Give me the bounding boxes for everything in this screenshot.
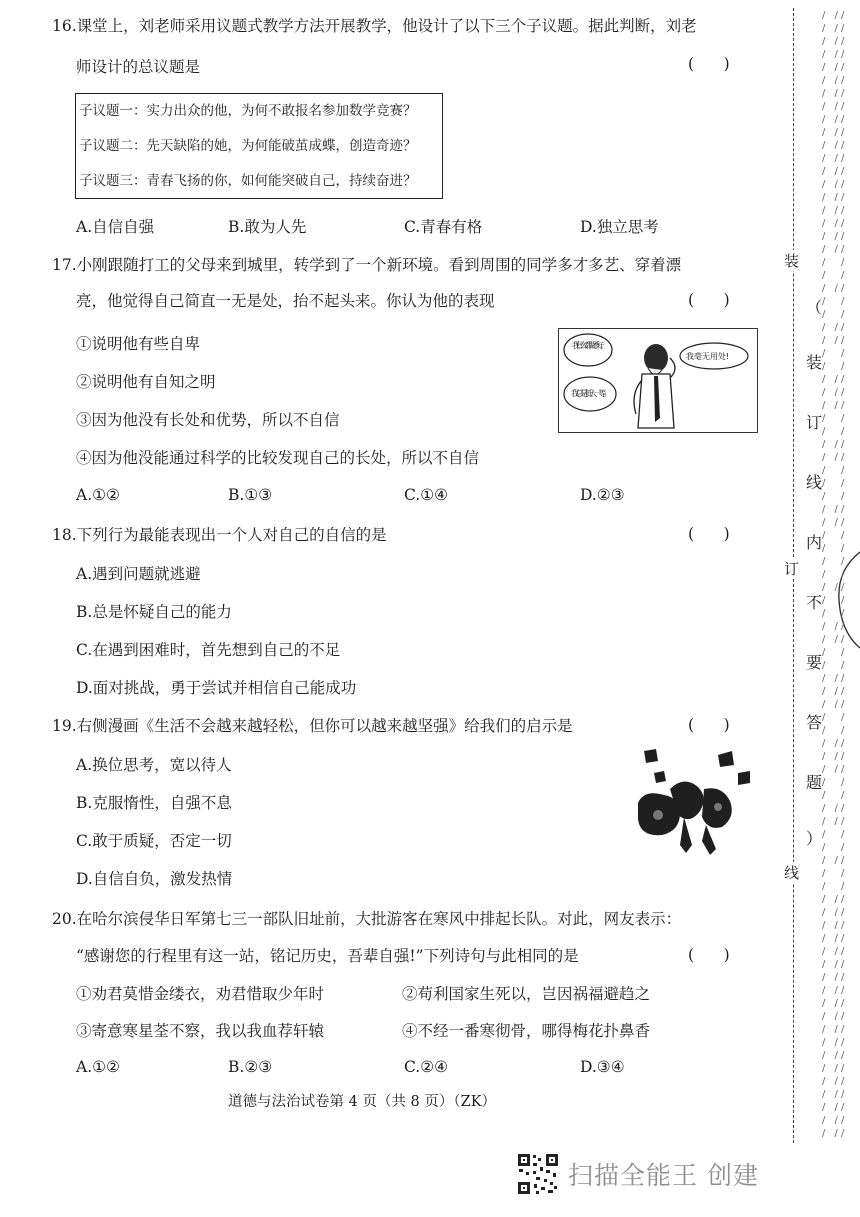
margin-slash-mark: / / [822,400,841,411]
margin-outer-ding: 订 [784,560,800,578]
margin-slash-mark: / [841,478,848,489]
margin-slash-mark: / / [822,1089,841,1100]
margin-slash-mark: / [822,842,829,853]
margin-char-ding: 订 [806,413,823,432]
margin-slash-mark: / [841,634,848,645]
margin-slash-mark: / / [822,621,841,632]
margin-slash-mark: / [841,933,848,944]
margin-slash-mark: / / [822,452,841,463]
margin-slash-mark: / [841,959,848,970]
q16-subtopic-2: 子议题二：先天缺陷的她，为何能破茧成蝶，创造奇迹？ [79,138,417,154]
margin-slash-mark: / / [822,1076,841,1087]
margin-slash-mark: / [841,413,848,424]
margin-slash-mark: / [841,660,848,671]
q17-cartoon [558,328,758,433]
margin-slash-mark: / [822,270,829,281]
margin-slash-mark: / / [822,699,841,710]
margin-slash-mark: / [841,907,848,918]
margin-slash-mark: / [841,465,848,476]
margin-slash-mark: / / [822,439,841,450]
margin-slash-mark: / / [822,933,841,944]
margin-slash-mark: / / [822,517,841,528]
margin-slash-mark: / / [822,764,841,775]
margin-slash-mark: / [841,738,848,749]
margin-slash-mark: / [822,595,829,606]
margin-slash-mark: / [841,88,848,99]
q20-option-a: A.①② [76,1058,120,1076]
scanner-watermark [516,1152,759,1196]
margin-slash-mark: / [841,192,848,203]
margin-slash-mark: / / [822,322,841,333]
margin-char-ti: 题 [806,773,823,792]
margin-slash-mark: / [841,829,848,840]
margin-slash-mark: / [841,1089,848,1100]
q20-option-b: B.②③ [228,1058,273,1076]
q19-cartoon [634,745,754,857]
margin-slash-mark: / [841,725,848,736]
margin-slash-mark: / / [822,205,841,216]
q16-option-d: D.独立思考 [580,218,659,236]
margin-char-yao: 要 [806,653,823,672]
margin-outer-zhuang: 装 [784,252,800,270]
q20-poem-2: ②苟利国家生死以，岂因祸福避趋之 [402,985,651,1003]
q18-option-d: D.面对挑战，勇于尝试并相信自己能成功 [76,679,357,697]
q18-option-c: C.在遇到困难时，首先想到自己的不足 [76,641,341,659]
watermark-text: 扫描全能王 创建 [568,1161,759,1190]
margin-slash-mark: / / [822,634,841,645]
margin-slash-mark: / / [822,218,841,229]
margin-slash-mark: / [822,257,829,268]
margin-slash-mark: / [841,23,848,34]
margin-slash-mark: / / [822,1024,841,1035]
margin-slash-mark: / [841,842,848,853]
margin-slash-mark: / [841,751,848,762]
margin-slash-mark: / / [822,153,841,164]
margin-slash-mark: / [822,413,829,424]
margin-slash-mark: / [841,452,848,463]
margin-slash-mark: / / [822,972,841,983]
margin-paren-close: ） [806,829,823,848]
margin-slash-mark: / [841,1115,848,1126]
margin-slash-mark: / / [822,894,841,905]
margin-slash-mark: / / [822,10,841,21]
q18-option-a: A.遇到问题就逃避 [76,565,201,583]
margin-slash-mark: / [822,569,829,580]
q17-stem-line1: 17.小刚跟随打工的父母来到城里，转学到了一个新环境。看到周围的同学多才多艺、穿着漂 [52,256,682,274]
margin-slash-mark: / / [822,114,841,125]
margin-slash-mark: / / [822,75,841,86]
q16-option-c: C.青春有格 [404,218,483,236]
margin-slash-mark: / / [822,231,841,242]
q20-poem-1: ①劝君莫惜金缕衣，劝君惜取少年时 [76,985,325,1003]
margin-slash-mark: / [841,1050,848,1061]
margin-slash-mark: / [841,153,848,164]
margin-slash-mark: / [841,556,848,567]
q16-subtopic-box [75,93,443,199]
margin-slash-mark: / [841,10,848,21]
margin-slash-mark: / [841,920,848,931]
q20-stem-line1: 20.在哈尔滨侵华日军第七三一部队旧址前，大批游客在寒风中排起长队。对此，网友表示： [52,910,682,928]
margin-slash-mark: / [841,868,848,879]
margin-char-da: 答 [806,713,823,732]
margin-slash-mark: / / [822,998,841,1009]
q17-statement-1: ①说明他有些自卑 [76,335,201,353]
margin-slash-mark: / [841,218,848,229]
page-footer: 道德与法治试卷第 4 页（共 8 页）（ZK） [228,1094,497,1110]
margin-slash-mark: / [841,777,848,788]
margin-outer-xian: 线 [784,864,800,882]
bubble-1-shape [564,334,612,366]
margin-slash-mark: / [822,712,829,723]
margin-slash-mark: / / [822,1102,841,1113]
margin-slash-mark: / [841,400,848,411]
margin-paren-open: （ [806,298,823,317]
q18-answer-paren: ( ) [688,525,730,543]
margin-slash-mark: / / [822,1128,841,1139]
q20-option-c: C.②④ [404,1058,449,1076]
margin-slash-mark: / [822,361,829,372]
margin-slash-mark: / / [822,1063,841,1074]
q18-stem: 18.下列行为最能表现出一个人对自己的自信的是 [52,526,387,544]
margin-slash-mark: / / [822,686,841,697]
margin-slash-mark: / [841,127,848,138]
margin-slash-mark: / [841,205,848,216]
margin-slash-mark: / [841,49,848,60]
q16-stem-line1: 16.课堂上，刘老师采用议题式教学方法开展教学，他设计了以下三个子议题。据此判断，刘老 [52,17,697,35]
q20-poem-4: ④不经一番寒彻骨，哪得梅花扑鼻香 [402,1022,651,1040]
q17-stem-line2: 亮，他觉得自己简直一无是处，抬不起头来。你认为他的表现 [76,292,495,310]
q17-option-a: A.①② [76,486,120,504]
margin-slash-mark: / [841,1128,848,1139]
margin-slash-mark: / [841,36,848,47]
margin-slash-mark: / [822,465,829,476]
margin-slash-mark: / [841,166,848,177]
margin-slash-mark: / [841,803,848,814]
margin-slash-mark: / [822,829,829,840]
margin-slash-mark: / [841,322,848,333]
margin-slash-mark: / / [822,738,841,749]
q19-option-b: B.克服惰性，自强不息 [76,794,232,812]
margin-slash-mark: / [841,946,848,957]
margin-slash-mark: / / [822,816,841,827]
q16-answer-paren: ( ) [688,55,730,73]
margin-slash-mark: / / [822,907,841,918]
margin-slash-mark: / / [822,335,841,346]
margin-slash-mark: / [822,660,829,671]
margin-slash-mark: / / [822,946,841,957]
margin-slash-mark: / [841,1076,848,1087]
q19-option-d: D.自信自负，激发热情 [76,870,233,888]
margin-slash-mark: / [841,855,848,866]
margin-slash-mark: / / [822,959,841,970]
margin-slash-mark: / / [822,374,841,385]
margin-char-bu: 不 [806,593,823,612]
margin-slash-mark: / [841,140,848,151]
margin-slash-mark: / [841,699,848,710]
bubble-2-text: 我毫无用处! [686,352,730,361]
margin-slash-mark: / / [822,62,841,73]
q20-answer-paren: ( ) [688,946,730,964]
q17-answer-paren: ( ) [688,291,730,309]
margin-slash-mark: / [841,530,848,541]
margin-slash-mark: / [841,270,848,281]
margin-slash-mark: / [841,75,848,86]
q19-answer-paren: ( ) [688,716,730,734]
margin-slash-mark: / [841,426,848,437]
q16-option-b: B.敢为人先 [228,218,307,236]
margin-slash-mark: / / [822,88,841,99]
margin-char-zhuang: 装 [806,353,823,372]
q19-option-a: A.换位思考，宽以待人 [76,756,232,774]
margin-slash-mark: / [841,647,848,658]
margin-slash-mark: / / [822,140,841,151]
margin-slash-mark: / [841,361,848,372]
q17-statement-3: ③因为他没有长处和优势，所以不自信 [76,411,340,429]
margin-slash-mark: / [841,1063,848,1074]
qr-code-icon [516,1152,560,1196]
margin-slash-mark: / / [822,283,841,294]
margin-slash-mark: / / [822,985,841,996]
q17-statement-2: ②说明他有自知之明 [76,373,216,391]
margin-slash-mark: / [841,244,848,255]
margin-slash-mark: / / [822,803,841,814]
margin-slash-mark: / / [822,192,841,203]
margin-slash-mark: / / [822,1011,841,1022]
margin-slash-mark: / [841,1024,848,1035]
margin-slash-mark: / [841,972,848,983]
q16-subtopic-3: 子议题三：青春飞扬的你，如何能突破自己，持续奋进？ [79,173,417,189]
margin-slash-mark: / [841,569,848,580]
margin-slash-mark: / [841,543,848,554]
margin-slash-mark: / [822,777,829,788]
margin-slash-mark: / / [822,101,841,112]
margin-slash-mark: / [841,881,848,892]
margin-slash-mark: / / [822,244,841,255]
margin-slash-mark: / [822,348,829,359]
margin-slash-mark: / [822,608,829,619]
margin-slash-mark: / [841,1011,848,1022]
q20-stem-line2: “感谢您的行程里有这一站，铭记历史，吾辈自强!”下列诗句与此相同的是 [76,947,579,965]
margin-slash-mark: / / [822,920,841,931]
margin-slash-mark: / [841,621,848,632]
margin-slash-mark: / / [822,23,841,34]
q16-option-a: A.自信自强 [76,218,155,236]
q17-option-c: C.①④ [404,486,449,504]
margin-char-nei: 内 [806,533,823,552]
margin-slash-mark: / / [822,166,841,177]
margin-slash-mark: / / [822,751,841,762]
margin-slash-mark: / [822,868,829,879]
margin-slash-mark: / [841,309,848,320]
margin-slash-mark: / [841,491,848,502]
margin-slash-mark: / / [822,582,841,593]
margin-slash-mark: / / [822,855,841,866]
margin-slash-mark: / [822,530,829,541]
q16-subtopic-1: 子议题一：实力出众的他，为何不敢报名参加数学竞赛？ [79,103,417,119]
margin-slash-mark: / [841,335,848,346]
margin-slash-mark: / [841,985,848,996]
margin-slash-mark: / [822,881,829,892]
bubble-1-text: 我什么都做不好。 [572,341,608,350]
margin-slash-mark: / [841,816,848,827]
margin-slash-mark: / [841,998,848,1009]
margin-slash-mark: / / [822,1050,841,1061]
margin-slash-mark: / / [822,1037,841,1048]
margin-slash-mark: / [822,556,829,567]
margin-slash-mark: / [841,374,848,385]
margin-slash-mark: / [841,101,848,112]
margin-slash-mark: / [822,426,829,437]
margin-slash-mark: / [841,439,848,450]
margin-slash-mark: / [841,764,848,775]
margin-slash-mark: / [841,1037,848,1048]
margin-slash-mark: / [841,608,848,619]
q17-statement-4: ④因为他没能通过科学的比较发现自己的长处，所以不自信 [76,449,480,467]
margin-slash-mark: / [841,517,848,528]
margin-slash-mark: / [841,790,848,801]
margin-slash-mark: / / [822,504,841,515]
q20-poem-3: ③寄意寒星荃不察，我以我血荐轩辕 [76,1022,325,1040]
margin-slash-mark: / [841,582,848,593]
q18-option-b: B.总是怀疑自己的能力 [76,603,232,621]
margin-slash-mark: / / [822,1115,841,1126]
margin-slash-mark: / [822,543,829,554]
margin-slash-mark: / [841,114,848,125]
q19-stem: 19.右侧漫画《生活不会越来越轻松，但你可以越来越坚强》给我们的启示是 [52,717,573,735]
margin-slash-mark: / / [822,36,841,47]
margin-slash-mark: / [841,686,848,697]
margin-slash-mark: / [822,478,829,489]
margin-slash-mark: / [822,790,829,801]
margin-slash-mark: / / [822,49,841,60]
q20-option-d: D.③④ [580,1058,625,1076]
margin-slash-mark: / / [822,127,841,138]
margin-slash-mark: / [841,348,848,359]
margin-slash-mark: / [841,504,848,515]
margin-slash-mark: / [841,894,848,905]
margin-slash-mark: / [841,257,848,268]
margin-slash-mark: / [841,283,848,294]
margin-slash-mark: / [841,595,848,606]
margin-slash-mark: / [822,647,829,658]
margin-slash-mark: / [841,296,848,307]
margin-slash-mark: / [822,296,829,307]
margin-slash-mark: / [822,309,829,320]
margin-slash-mark: / [841,231,848,242]
margin-slash-mark: / [822,491,829,502]
margin-slash-mark: / [841,712,848,723]
margin-slash-mark: / [841,62,848,73]
margin-slash-mark: / [841,1102,848,1113]
margin-char-xian: 线 [806,473,823,492]
margin-slash-mark: / [822,725,829,736]
q17-option-b: B.①③ [228,486,273,504]
q17-option-d: D.②③ [580,486,625,504]
margin-slash-mark: / / [822,387,841,398]
margin-slash-mark: / / [822,179,841,190]
q19-option-c: C.敢于质疑，否定一切 [76,832,232,850]
margin-slash-mark: / [841,673,848,684]
margin-slash-mark: / [841,179,848,190]
margin-slash-mark: / [841,387,848,398]
bubble-3-text: 我总是低人一等。 [571,389,611,398]
margin-slash-mark: / / [822,673,841,684]
q16-stem-line2: 师设计的总议题是 [76,58,201,76]
